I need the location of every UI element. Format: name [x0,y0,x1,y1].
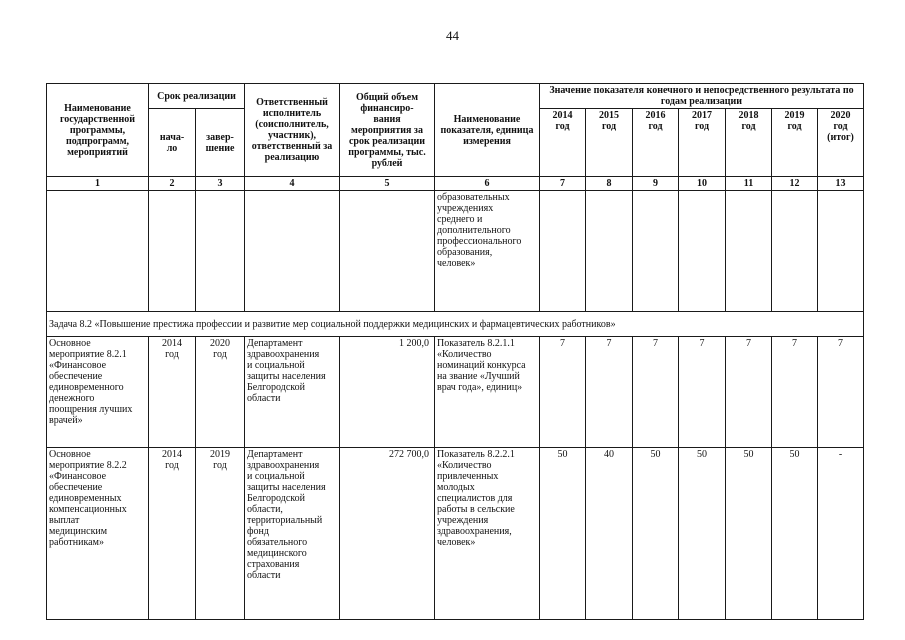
task-title: Задача 8.2 «Повышение престижа профессии и развитие мер социальной поддержки медицинских и фармацевтических работников» [47,312,864,337]
value-2018: 7 [726,337,772,448]
column-number: 13 [818,177,864,191]
column-number: 7 [540,177,586,191]
value-2015: 40 [586,448,633,620]
header-executor: Ответственный исполнитель (соисполнитель, участник), ответственный за реализацию [245,84,340,177]
column-numbers-row [47,177,864,191]
header-year-2016: 2016 год [633,109,679,177]
measure-indicator: Показатель 8.2.2.1 «Количество привлеченных молодых специалистов для работы в сельские учреждения здравоохранения, человек» [435,448,540,620]
value-2018: 50 [726,448,772,620]
column-number: 3 [196,177,245,191]
cell [47,191,149,312]
measure-end: 2020 год [196,337,245,448]
header-end: завер- шение [196,109,245,177]
header-start: нача- ло [149,109,196,177]
measure-start: 2014 год [149,337,196,448]
continuation-row [47,191,864,312]
cell [679,191,726,312]
cell [633,191,679,312]
table-row [47,337,864,448]
cell [540,191,586,312]
cell [340,191,435,312]
value-2017: 50 [679,448,726,620]
column-number: 9 [633,177,679,191]
header-year-2018: 2018 год [726,109,772,177]
cell [245,191,340,312]
cell [149,191,196,312]
task-row [47,312,864,337]
value-2015: 7 [586,337,633,448]
header-indicator: Наименование показателя, единица измерения [435,84,540,177]
column-number: 6 [435,177,540,191]
measure-executor: Департамент здравоохранения и социальной защиты населения Белгородской области, территориальный фонд обязательного медицинского страхования области [245,448,340,620]
header-year-2019: 2019 год [772,109,818,177]
measure-funding: 272 700,0 [340,448,435,620]
value-2019: 50 [772,448,818,620]
header-name: Наименование государственной программы, подпрограмм, мероприятий [47,84,149,177]
continuation-indicator: образовательных учреждениях среднего и дополнительного профессионального образования, человек» [435,191,540,312]
column-number: 12 [772,177,818,191]
measure-executor: Департамент здравоохранения и социальной защиты населения Белгородской области [245,337,340,448]
measure-indicator: Показатель 8.2.1.1 «Количество номинаций конкурса на звание «Лучший врач года», единиц» [435,337,540,448]
header-year-2014: 2014 год [540,109,586,177]
measure-start: 2014 год [149,448,196,620]
header-year-2020: 2020 год (итог) [818,109,864,177]
measure-funding: 1 200,0 [340,337,435,448]
value-2016: 50 [633,448,679,620]
column-number: 4 [245,177,340,191]
value-2017: 7 [679,337,726,448]
header-year-2015: 2015 год [586,109,633,177]
cell [818,191,864,312]
column-number: 8 [586,177,633,191]
value-2020: - [818,448,864,620]
header-term: Срок реализации [149,84,245,109]
column-number: 10 [679,177,726,191]
value-2014: 7 [540,337,586,448]
cell [586,191,633,312]
measure-end: 2019 год [196,448,245,620]
column-number: 2 [149,177,196,191]
column-number: 5 [340,177,435,191]
column-number: 1 [47,177,149,191]
page-number: 44 [446,28,459,43]
program-table [46,83,864,620]
header-year-2017: 2017 год [679,109,726,177]
measure-name: Основное мероприятие 8.2.2 «Финансовое обеспечение единовременных компенсационных выплат медицинским работникам» [47,448,149,620]
header-funding: Общий объем финансиро- вания мероприятия за срок реализации программы, тыс. рублей [340,84,435,177]
column-number: 11 [726,177,772,191]
cell [772,191,818,312]
value-2014: 50 [540,448,586,620]
cell [196,191,245,312]
value-2016: 7 [633,337,679,448]
value-2019: 7 [772,337,818,448]
cell [726,191,772,312]
header-values-title: Значение показателя конечного и непосредственного результата по годам реализации [540,84,864,109]
measure-name: Основное мероприятие 8.2.1 «Финансовое обеспечение единовременного денежного поощрения лучших врачей» [47,337,149,448]
value-2020: 7 [818,337,864,448]
table-row [47,448,864,620]
